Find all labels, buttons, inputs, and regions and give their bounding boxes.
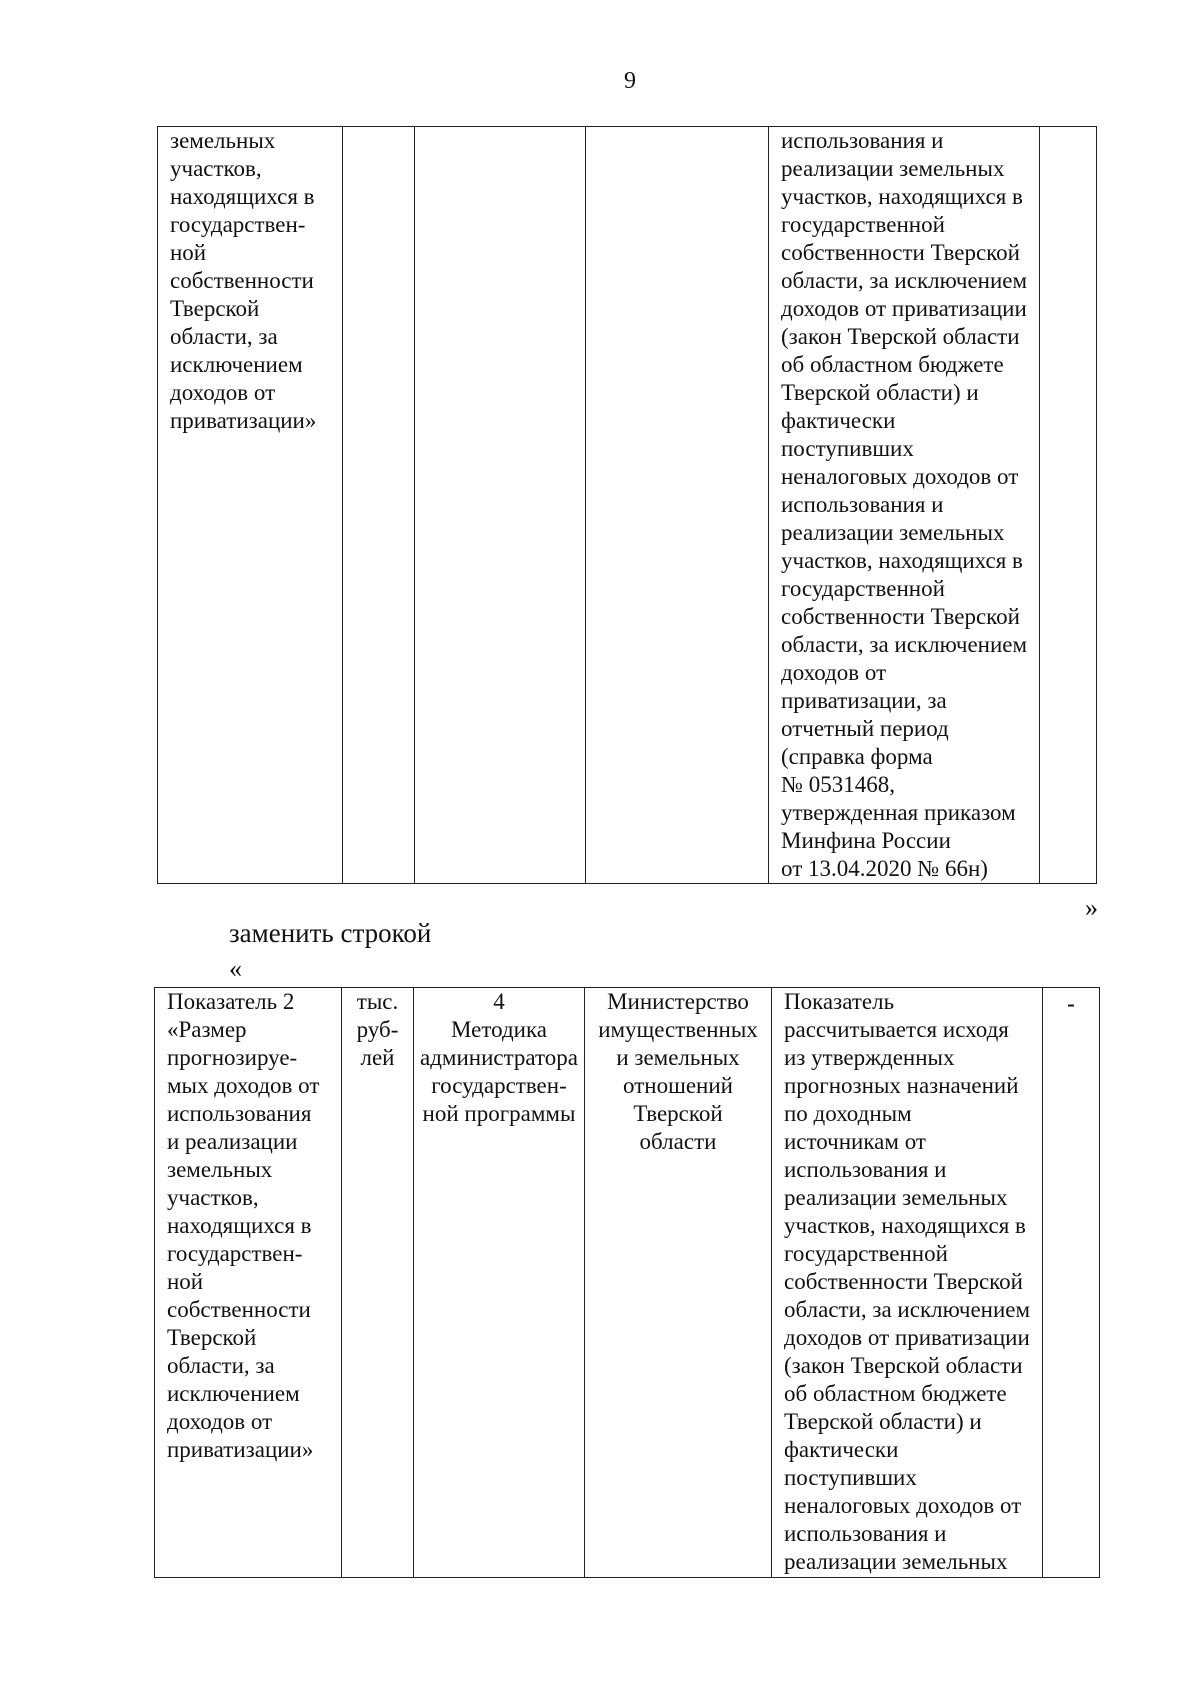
responsible-cell bbox=[586, 127, 769, 884]
method-cell bbox=[415, 127, 586, 884]
indicator-name-cell: Показатель 2 «Размер прогнозируе- мых доходов от использования и реализации земельных участков, находящихся в государствен- ной собственности Тверской области, за исключением доходов от приватизации» bbox=[155, 988, 342, 1578]
calculation-cell: Показатель рассчитывается исходя из утвержденных прогнозных назначений по доходным источникам от использования и реализации земельных участков, находящихся в государственной собственности Тверской области, за исключением доходов от приватизации (закон Тверской области об областном бюджете Тверской области) и фактически поступивших неналоговых доходов от использования и реализации земельных bbox=[772, 988, 1043, 1578]
calculation-cell: использования и реализации земельных участков, находящихся в государственной собственности Тверской области, за исключением доходов от приватизации (закон Тверской области об областном бюджете Тверской области) и фактически поступивших неналоговых доходов от использования и реализации земельных участков, находящихся в государственной собственности Тверской области, за исключением доходов от приватизации, за отчетный период (справка форма № 0531468, утвержденная приказом Минфина России от 13.04.2020 № 66н) bbox=[769, 127, 1040, 884]
method-cell: 4 Методика администратора государствен- ной программы bbox=[414, 988, 585, 1578]
unit-cell: тыс. руб- лей bbox=[342, 988, 414, 1578]
replace-instruction: заменить строкой bbox=[229, 918, 432, 948]
responsible-cell: Министерство имущественных и земельных отношений Тверской области bbox=[585, 988, 772, 1578]
page-number: 9 bbox=[624, 68, 636, 94]
dash-mark: - bbox=[1067, 991, 1075, 1016]
indicator-name-cell: земельных участков, находящихся в государствен- ной собственности Тверской области, за исключением доходов от приватизации» bbox=[158, 127, 343, 884]
note-cell bbox=[1043, 988, 1100, 1578]
closing-quote: » bbox=[1085, 893, 1098, 922]
note-cell bbox=[1040, 127, 1097, 884]
indicator-table-previous bbox=[157, 126, 1097, 884]
opening-quote: « bbox=[229, 954, 242, 983]
indicator-table-replacement bbox=[154, 987, 1100, 1578]
unit-cell bbox=[343, 127, 415, 884]
table-row bbox=[155, 988, 1100, 1578]
table-row bbox=[158, 127, 1097, 884]
